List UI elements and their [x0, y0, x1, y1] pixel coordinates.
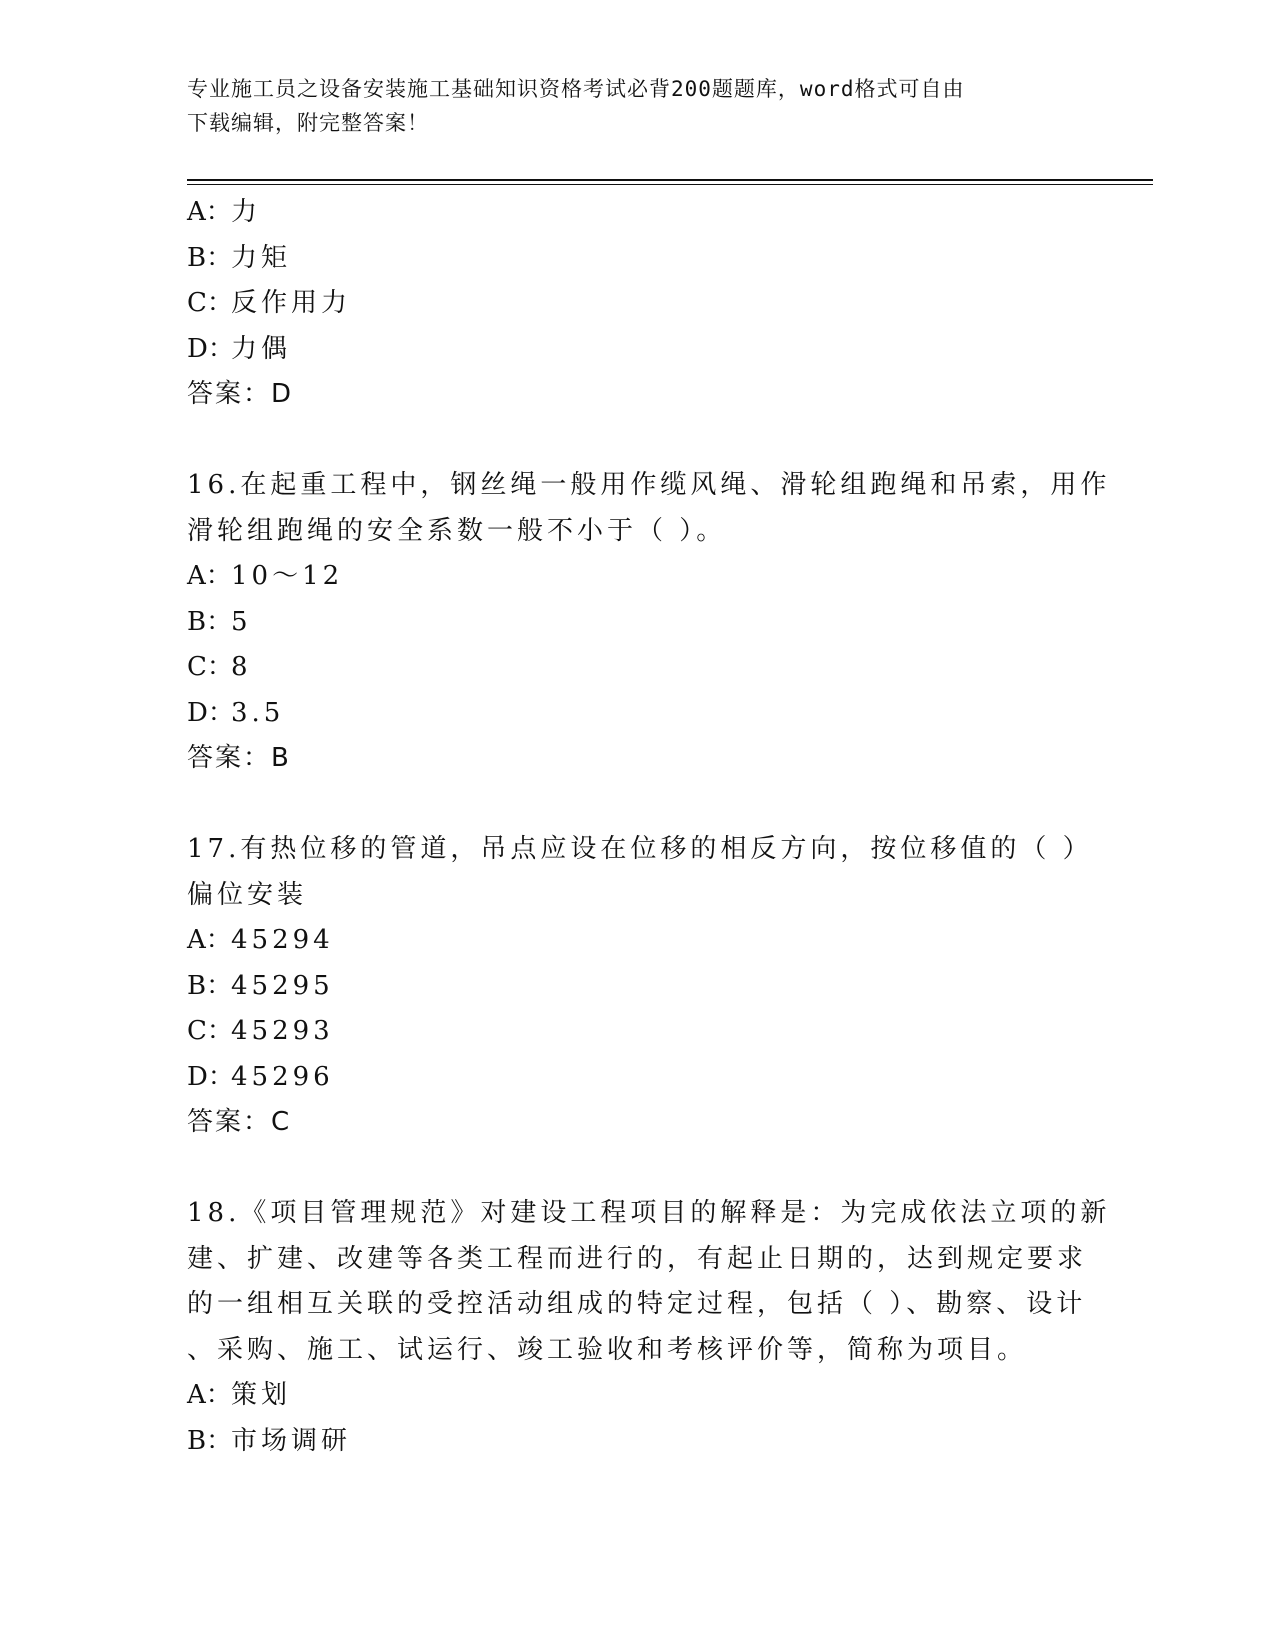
question-stem-line: 偏位安装: [187, 879, 308, 910]
option-key: A：: [187, 1380, 232, 1410]
option-text: 8: [231, 652, 252, 682]
question-stem-line: 的一组相互关联的受控活动组成的特定过程，包括（ ）、勘察、设计: [187, 1289, 1087, 1319]
option-d: [187, 1055, 1087, 1101]
option-text: 市场调研: [231, 1425, 352, 1456]
option-key: D：: [187, 1061, 234, 1092]
header-title-line-2: 下载编辑，附完整答案！: [187, 111, 429, 135]
question-list: [187, 190, 1111, 1464]
header-divider: [187, 179, 1153, 181]
option-a: [187, 1373, 1087, 1419]
option-key: C：: [187, 288, 233, 318]
question-stem-line: 17.有热位移的管道，吊点应设在位移的相反方向，按位移值的（ ）: [187, 834, 1093, 864]
question-stem-line: 、采购、施工、试运行、竣工验收和考核评价等，简称为项目。: [187, 1334, 1028, 1365]
option-b: [187, 1419, 1087, 1465]
header-divider-thin: [187, 184, 1153, 185]
question-stem-line: 滑轮组跑绳的安全系数一般不小于（ ）。: [187, 515, 727, 546]
option-key: B：: [187, 242, 233, 273]
option-b: [187, 600, 1087, 646]
option-text: 力偶: [231, 333, 292, 364]
option-d: [187, 691, 1087, 737]
question-17: [187, 827, 1093, 1146]
spacer: [187, 418, 1087, 464]
option-c: [187, 1009, 1087, 1055]
option-text: 45294: [231, 925, 334, 955]
option-key: A：: [187, 561, 232, 591]
option-text: 10～12: [231, 561, 344, 591]
answer-line: 答案：D: [187, 379, 294, 409]
answer-line: 答案：C: [187, 1107, 292, 1137]
option-key: D：: [187, 697, 234, 728]
question-15: [187, 190, 1087, 418]
option-text: 反作用力: [231, 288, 352, 318]
option-text: 45296: [231, 1061, 334, 1092]
option-key: B：: [187, 606, 233, 637]
option-a: [187, 918, 1087, 964]
option-a: [187, 554, 1087, 600]
option-c: [187, 645, 1087, 691]
option-text: 力矩: [231, 242, 292, 273]
option-text: 3.5: [231, 697, 285, 728]
option-a: [187, 190, 1087, 236]
option-key: C：: [187, 1016, 233, 1046]
option-key: B：: [187, 970, 233, 1001]
spacer: [187, 782, 1087, 828]
option-text: 5: [231, 606, 252, 637]
answer-line: 答案：B: [187, 743, 291, 773]
spacer: [187, 1146, 1087, 1192]
question-stem-line: 建、扩建、改建等各类工程而进行的，有起止日期的，达到规定要求: [187, 1243, 1088, 1274]
option-text: 45293: [231, 1016, 334, 1046]
option-text: 45295: [231, 970, 334, 1001]
option-key: A：: [187, 925, 232, 955]
option-b: [187, 236, 1087, 282]
option-b: [187, 964, 1087, 1010]
question-16: [187, 463, 1111, 782]
option-key: C：: [187, 652, 233, 682]
option-key: D：: [187, 333, 234, 364]
option-text: 力: [231, 197, 262, 227]
question-stem-line: 16.在起重工程中，钢丝绳一般用作缆风绳、滑轮组跑绳和吊索，用作: [187, 470, 1111, 500]
question-18: [187, 1191, 1111, 1464]
option-text: 策划: [231, 1380, 292, 1410]
option-c: [187, 281, 1087, 327]
option-key: A：: [187, 197, 232, 227]
option-d: [187, 327, 1087, 373]
option-key: B：: [187, 1425, 233, 1456]
question-stem-line: 18.《项目管理规范》对建设工程项目的解释是：为完成依法立项的新: [187, 1198, 1111, 1228]
page-header: [187, 72, 1067, 140]
header-title-line-1: 专业施工员之设备安装施工基础知识资格考试必背200题题库，word格式可自由: [187, 77, 965, 101]
